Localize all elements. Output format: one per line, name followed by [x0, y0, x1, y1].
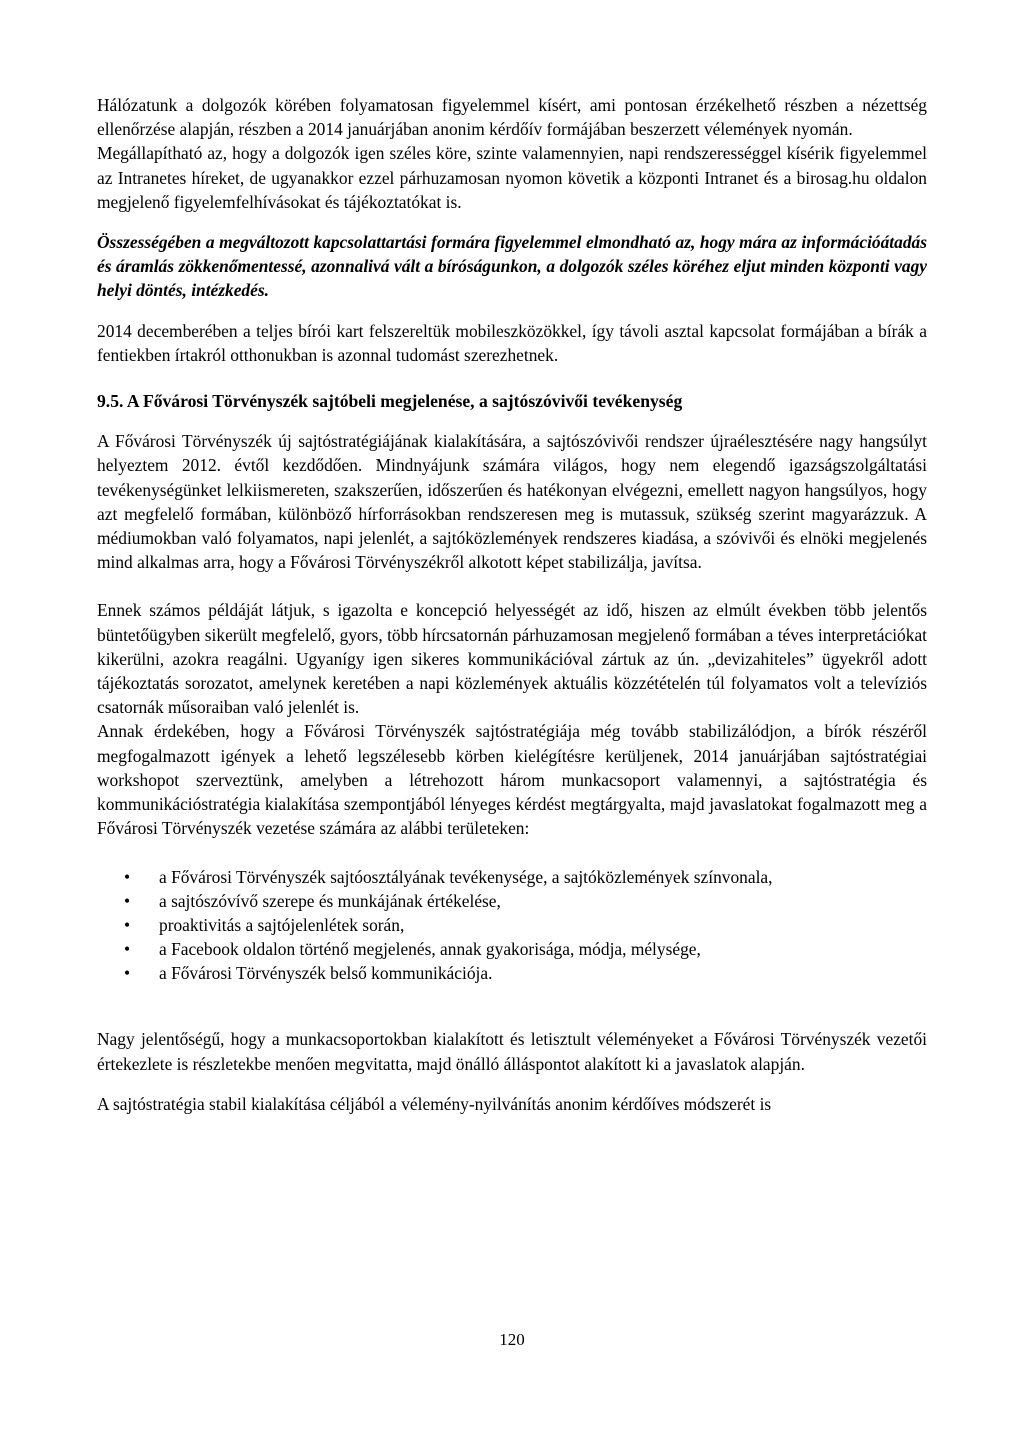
list-item-text: a Fővárosi Törvényszék sajtóosztályának tevékenysége, a sajtóközlemények színvonala, [159, 867, 773, 888]
list-item [97, 866, 927, 890]
paragraph-mobile-devices: 2014 decemberében a teljes bírói kart felszereltük mobileszközökkel, így távoli asztal kapcsolat formájában a bírák a fentiekben írtakról otthonukban is azonnal tudomást szerezhetnek. [97, 320, 927, 365]
page-number: 120 [499, 1330, 525, 1349]
list-item-text: a Facebook oldalon történő megjelenés, annak gyakorisága, módja, mélysége, [159, 938, 701, 959]
paragraph-press-strategy: A Fővárosi Törvényszék új sajtóstratégiájának kialakítására, a sajtószóvivői rendszer újraélesztésére nagy hangsúlyt helyeztem 2012. évtől kezdődően. Mindnyájunk számára világos, hogy nem elegendő igazságszolgáltatási tevékenységünket lelkiismereten, szakszerűen, időszerűen és hatékonyan elvégezni, emellett nagyon hangsúlyos, hogy azt megfelelő formában, különböző hírforrásokban rendszeresen meg is mutassuk, szükség szerint magyarázzuk. A médiumokban való folyamatos, napi jelenlét, a sajtóközlemények rendszeres kiadása, a szóvivői és elnöki megjelenés mind alkalmas arra, hogy a Fővárosi Törvényszékről alkotott képet stabilizálja, javítsa. [97, 431, 927, 573]
document-page [97, 93, 927, 1116]
paragraph-intranet-usage: Megállapítható az, hogy a dolgozók igen széles köre, szinte valamennyien, napi rendszerességgel kísérik figyelemmel az Intranetes híreket, de ugyanakkor ezzel párhuzamosan nyomon követik a központi Intranet és a birosag.hu oldalon megjelenő figyelemfelhívásokat és tájékoztatókat is. [97, 143, 927, 212]
paragraph-summary: Összességében a megváltozott kapcsolattartási formára figyelemmel elmondható az, hogy mára az információátadás és áramlás zökkenőmentessé, azonnalivá vált a bíróságunkon, a dolgozók széles köréhez eljut minden központi vagy helyi döntés, intézkedés. [97, 232, 927, 301]
bullet-marker: • [124, 962, 131, 983]
paragraph-workshop: Annak érdekében, hogy a Fővárosi Törvényszék sajtóstratégiája még tovább stabilizálódjon, a bírók részéről megfogalmazott igények a lehető legszélesebb körben kielégítésre kerüljenek, 2014 januárjában sajtóstratégiai workshopot szerveztünk, amelyben a létrehozott három munkacsoport valamennyi, a sajtóstratégia és kommunikációstratégia kialakítása szempontjából lényeges kérdést megtárgyalta, majd javaslatokat fogalmazott meg a Fővárosi Törvényszék vezetése számára az alábbi területeken: [97, 721, 927, 839]
section-heading: 9.5. A Fővárosi Törvényszék sajtóbeli megjelenése, a sajtószóvivői tevékenység [97, 391, 683, 412]
bullet-marker: • [124, 891, 131, 912]
bullet-marker: • [124, 867, 131, 888]
list-item-text: a sajtószóvívő szerepe és munkájának értékelése, [159, 891, 501, 912]
bullet-list [97, 866, 927, 985]
list-item [97, 938, 927, 962]
bullet-marker: • [124, 915, 131, 936]
paragraph-questionnaire: A sajtóstratégia stabil kialakítása céljából a vélemény-nyilvánítás anonim kérdőíves módszerét is [97, 1093, 772, 1114]
paragraph-network-feedback: Hálózatunk a dolgozók körében folyamatosan figyelemmel kísért, ami pontosan érzékelhető részben a nézettség ellenőrzése alapján, részben a 2014 januárjában anonim kérdőív formájában beszerzett vélemények nyomán. [97, 95, 927, 140]
paragraph-leadership-meeting: Nagy jelentőségű, hogy a munkacsoportokban kialakított és letisztult véleményeket a Fővárosi Törvényszék vezetői értekezlete is részletekbe menően megvitatta, majd önálló álláspontot alakított ki a javaslatok alapján. [97, 1029, 927, 1074]
bullet-marker: • [124, 938, 131, 959]
list-item [97, 914, 927, 938]
list-item-text: a Fővárosi Törvényszék belső kommunikációja. [159, 962, 493, 983]
list-item-text: proaktivitás a sajtójelenlétek során, [159, 915, 405, 936]
list-item [97, 962, 927, 986]
paragraph-examples: Ennek számos példáját látjuk, s igazolta e koncepció helyességét az idő, hiszen az elmúlt években több jelentős büntetőügyben sikerült megfelelő, gyors, több hírcsatornán párhuzamosan megjelenő formában a téves interpretációkat kikerülni, azokra reagálni. Ugyanígy igen sikeres kommunikációval zártuk az ún. „devizahiteles” ügyekről adott tájékoztatás sorozatot, amelynek keretében a napi közlemények aktuális közzétételén túl folyamatos volt a televíziós csatornák műsoraiban való jelenlét is. [97, 600, 927, 718]
list-item [97, 890, 927, 914]
